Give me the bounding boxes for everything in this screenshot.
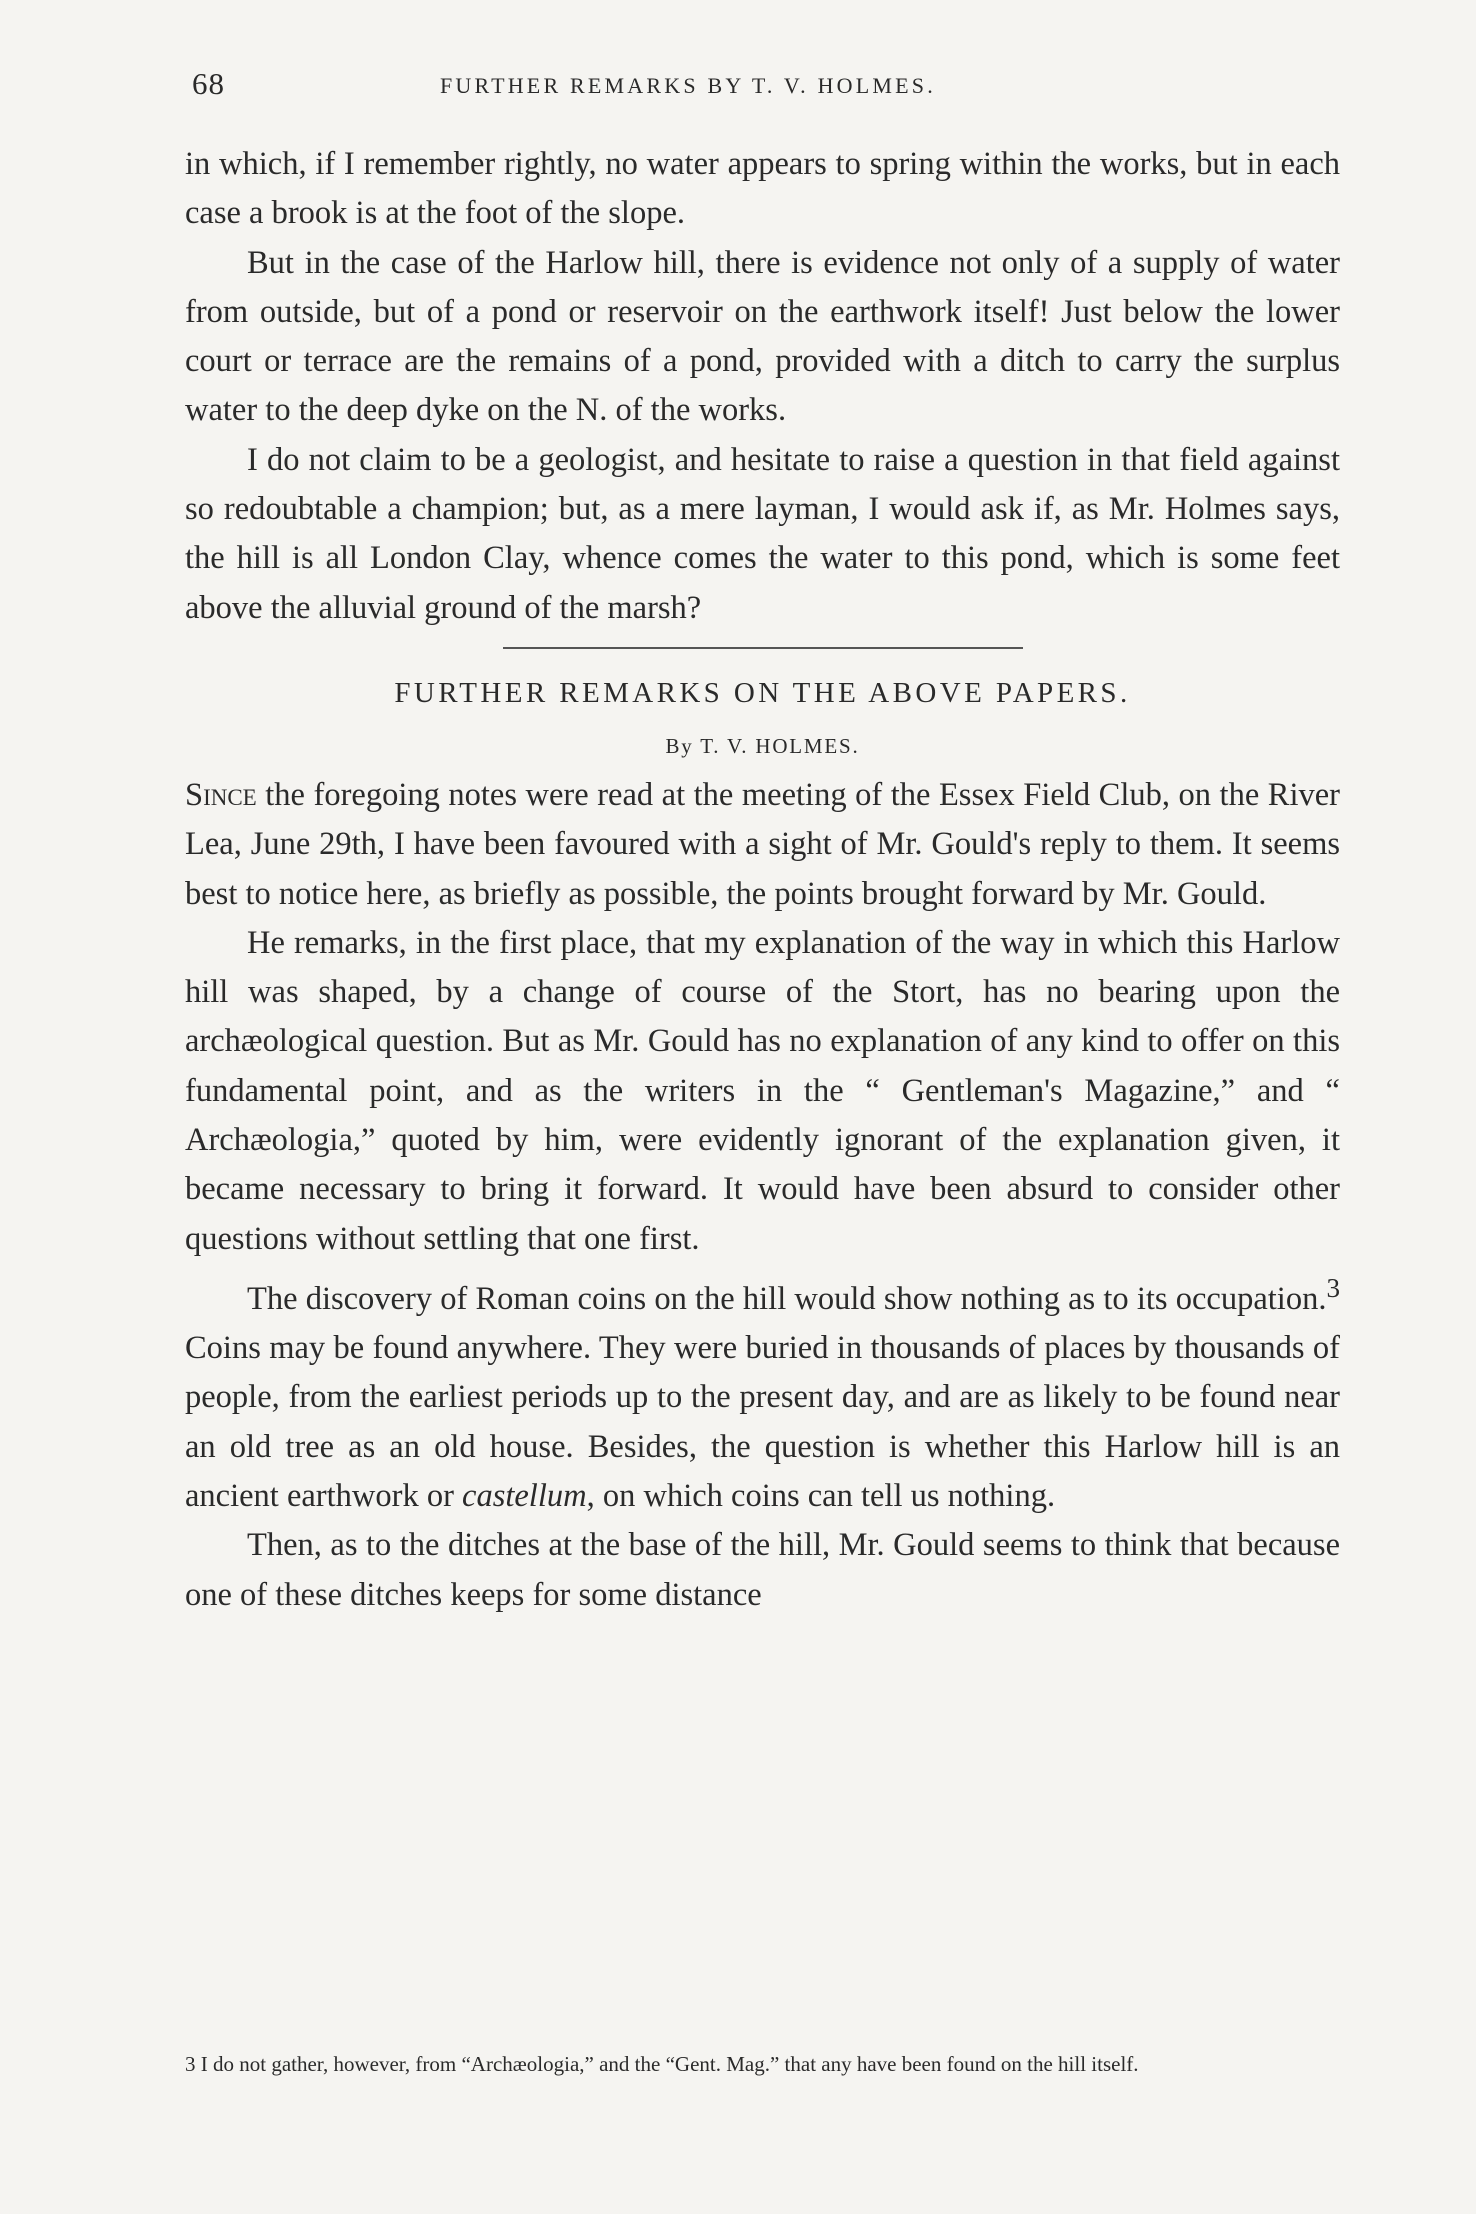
paragraph-text: the foregoing notes were read at the meeting of the Essex Field Club, on the River Lea, June 29th, I have been favoured with a sight of Mr. Gould's reply to them. It seems best to notice here, as briefly as possible, the points brought forward by Mr. Gould.: [185, 776, 1340, 912]
footnote-reference[interactable]: 3: [1326, 1272, 1340, 1303]
paragraph: in which, if I remember rightly, no water appears to spring within the works, but in each case a brook is at the foot of the slope.: [185, 146, 1340, 232]
paragraph-text: The discovery of Roman coins on the hill would show nothing as to its occupation.: [247, 1280, 1327, 1317]
body-text: [185, 140, 1340, 1620]
paragraph: [185, 771, 1340, 919]
section-heading: FURTHER REMARKS ON THE ABOVE PAPERS.: [394, 676, 1131, 709]
paragraph: [185, 1264, 1340, 1521]
paragraph-text: , on which coins can tell us nothing.: [586, 1477, 1056, 1514]
paragraph: I do not claim to be a geologist, and hesitate to raise a question in that field against so redoubtable a champion; but, as a mere layman, I would ask if, as Mr. Holmes says, the hill is all London Clay, whence comes the water to this pond, which is some feet above the alluvial ground of the marsh?: [185, 441, 1340, 626]
lead-word: Since: [185, 776, 257, 813]
paragraph: Then, as to the ditches at the base of the hill, Mr. Gould seems to think that because one of these ditches keeps for some distance: [185, 1527, 1340, 1613]
section-divider: [503, 647, 1023, 649]
section-byline: By T. V. HOLMES.: [665, 733, 860, 758]
paragraph: But in the case of the Harlow hill, there is evidence not only of a supply of water from outside, but of a pond or reservoir on the earthwork itself! Just below the lower court or terrace are the remains of a pond, provided with a ditch to carry the surplus water to the deep dyke on the N. of the works.: [185, 244, 1340, 429]
footnote: [185, 2051, 1340, 2078]
page-number: 68: [192, 66, 225, 101]
paragraph: He remarks, in the first place, that my explanation of the way in which this Harlow hill was shaped, by a change of course of the Stort, has no bearing upon the archæological question. But as Mr. Gould has no explanation of any kind to offer on this fundamental point, and as the writers in the “ Gentleman's Magazine,” and “ Archæologia,” quoted by him, were evidently ignorant of the explanation given, it became necessary to bring it forward. It would have been absurd to consider other questions without settling that one first.: [185, 924, 1340, 1257]
running-head: [0, 66, 1476, 106]
footnotes: [185, 2051, 1340, 2078]
running-head-title: FURTHER REMARKS BY T. V. HOLMES.: [440, 73, 936, 98]
italic-term: castellum: [462, 1477, 587, 1514]
footnote-text: I do not gather, however, from “Archæologia,” and the “Gent. Mag.” that any have been found on the hill itself.: [195, 2052, 1139, 2076]
paragraph-text: Coins may be found anywhere. They were buried in thousands of places by thousands of people, from the earliest periods up to the present day, and are as likely to be found near an old tree as an old house. Besides, the question is whether this Harlow hill is an ancient earthwork or: [185, 1330, 1340, 1514]
footnote-number: 3: [185, 2052, 196, 2076]
